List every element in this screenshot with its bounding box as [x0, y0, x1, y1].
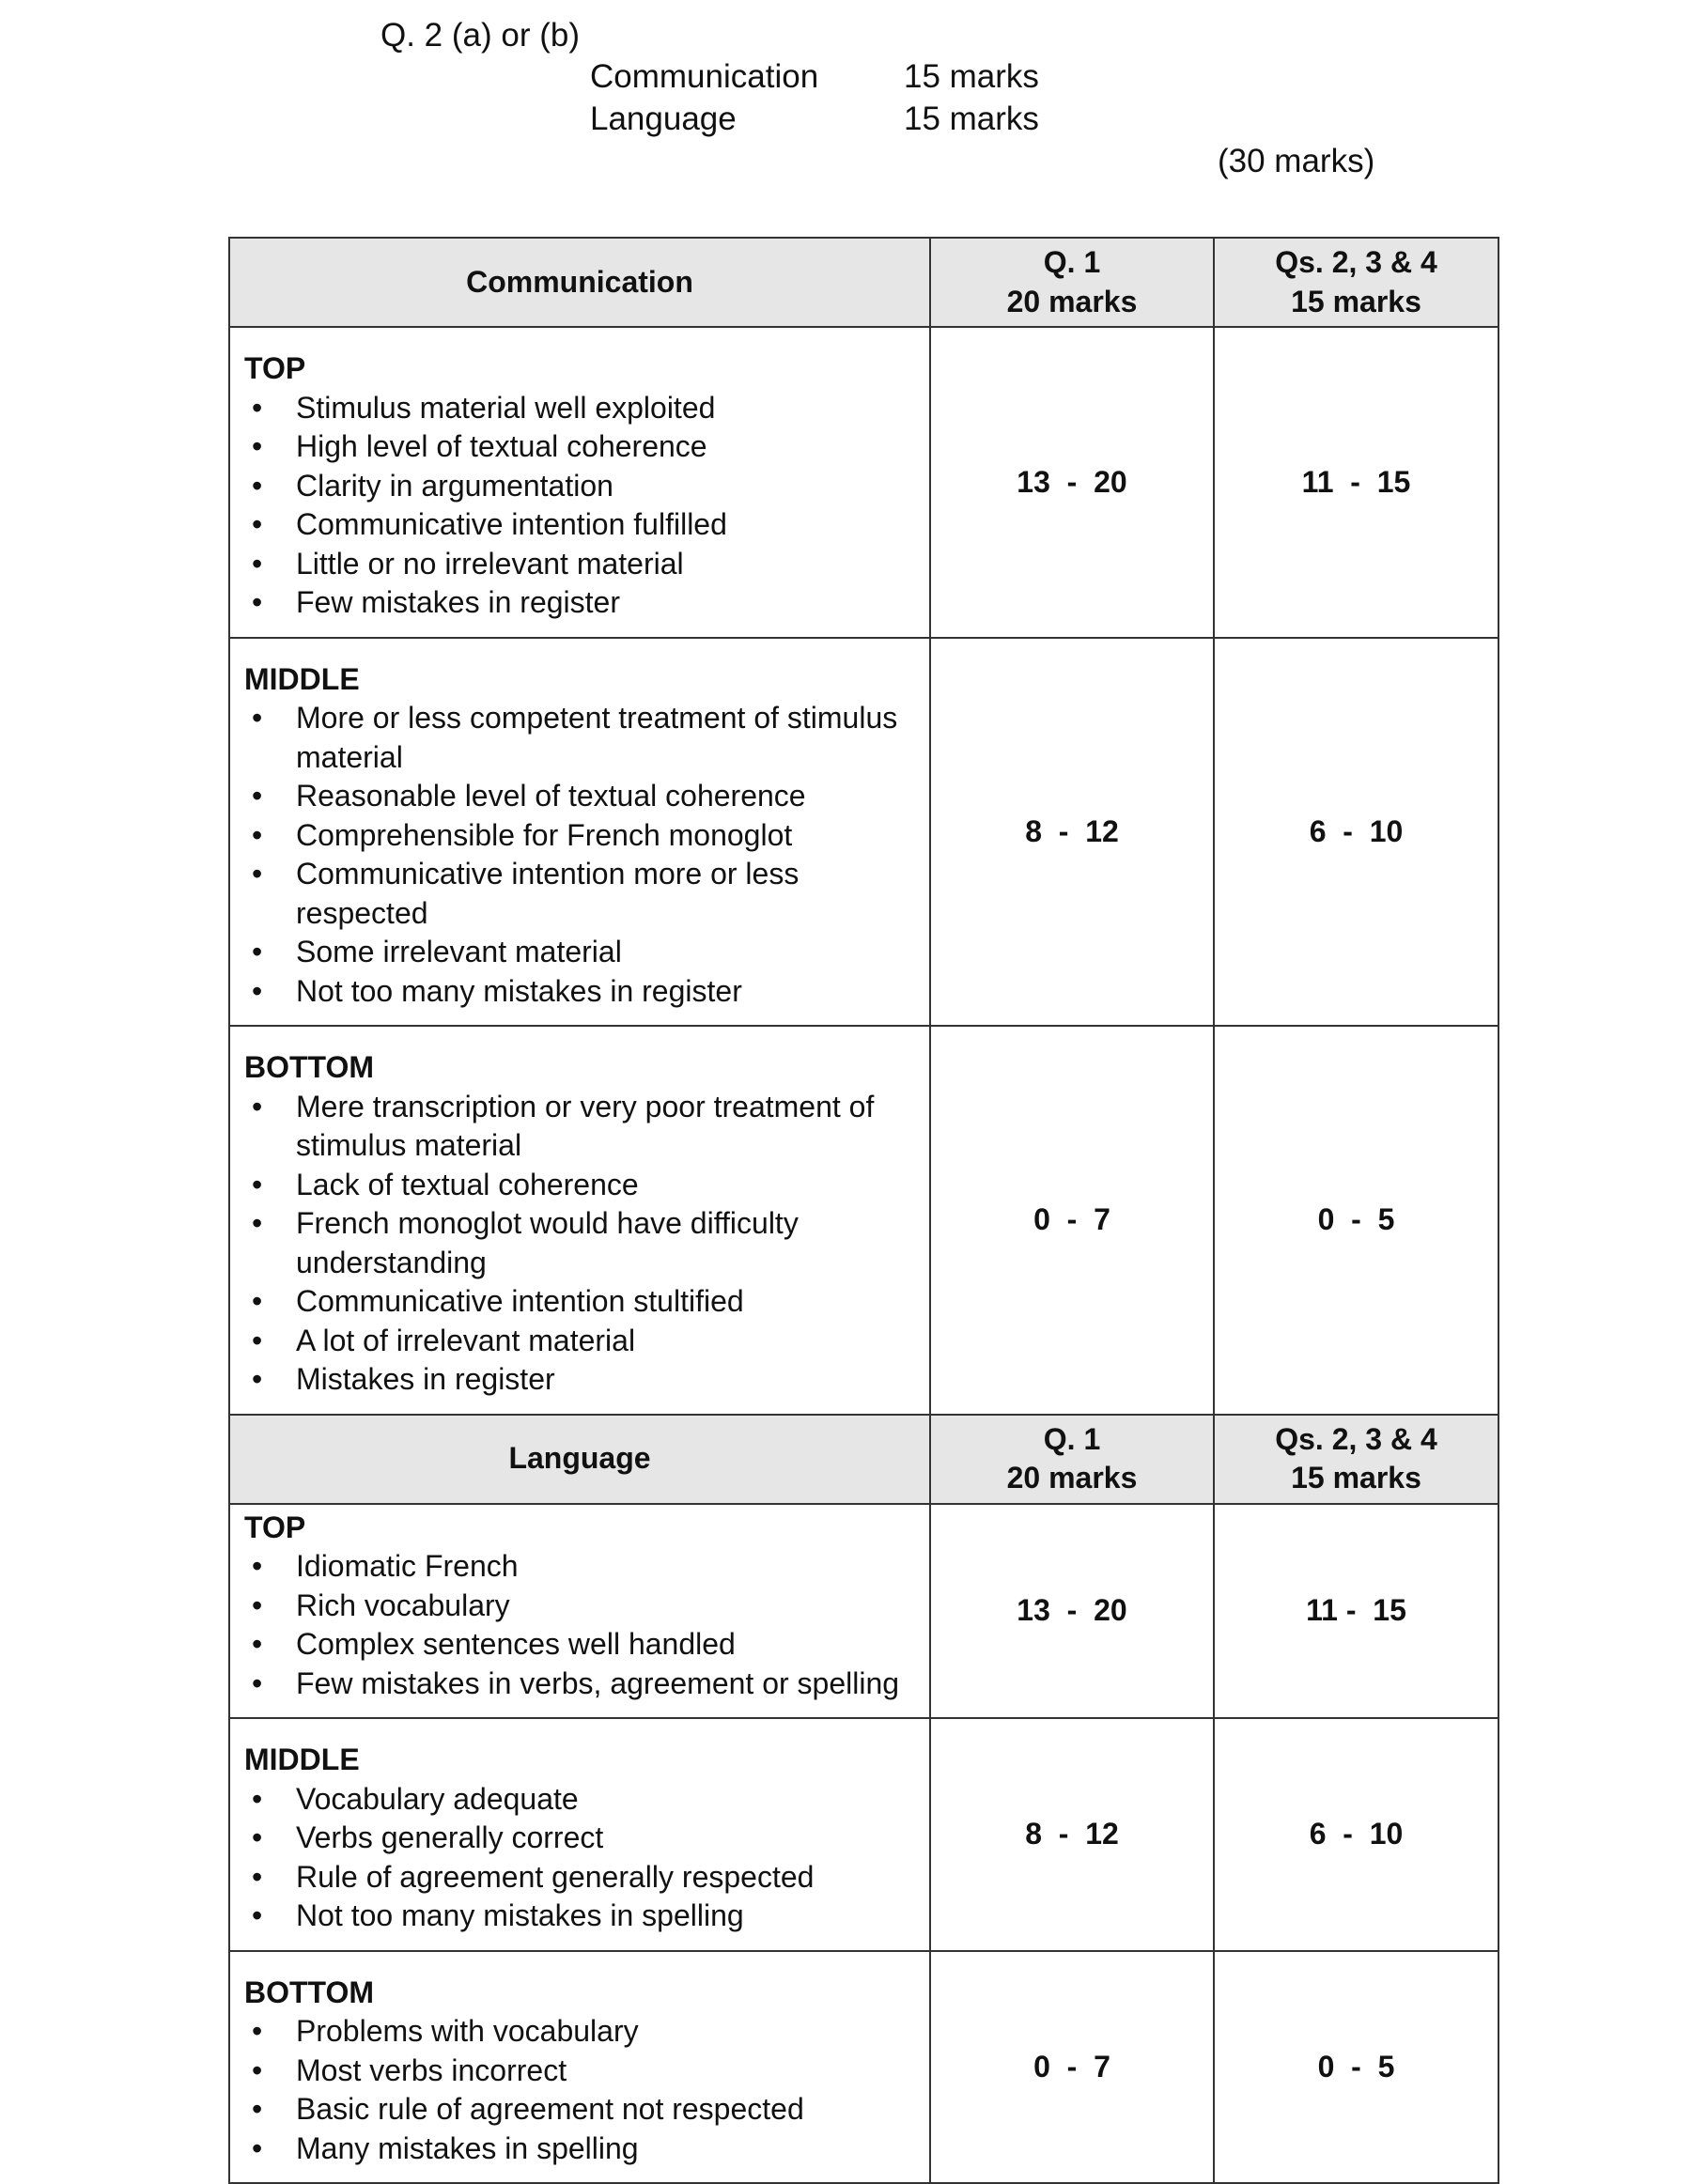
- col-q234-title: Qs. 2, 3 & 4: [1275, 1421, 1437, 1456]
- language-band-bottom: [229, 1951, 1498, 2184]
- col-q1-header: [930, 1415, 1214, 1504]
- band-description: [229, 1026, 930, 1415]
- list-item: • Communicative intention more or less respected: [244, 855, 918, 933]
- communication-band-middle: [229, 638, 1498, 1027]
- list-item: • Not too many mistakes in spelling: [244, 1897, 918, 1936]
- component-marks-communication: 15 marks: [904, 58, 1039, 95]
- q1-mark-range: 0 - 7: [930, 1951, 1214, 2184]
- col-q234-marks: 15 marks: [1291, 1461, 1421, 1495]
- list-item: • High level of textual coherence: [244, 427, 918, 467]
- question-title: Q. 2 (a) or (b): [380, 17, 580, 54]
- communication-header-row: [229, 238, 1498, 327]
- q1-mark-range: 8 - 12: [930, 1718, 1214, 1951]
- list-item: • Stimulus material well exploited: [244, 389, 918, 428]
- list-item: • Communicative intention stultified: [244, 1282, 918, 1322]
- q1-mark-range: 8 - 12: [930, 638, 1214, 1027]
- list-item: • French monoglot would have difficulty understanding: [244, 1204, 918, 1282]
- language-band-middle: [229, 1718, 1498, 1951]
- band-description: [229, 1718, 930, 1951]
- list-item: • Basic rule of agreement not respected: [244, 2090, 918, 2130]
- list-item: • Some irrelevant material: [244, 933, 918, 972]
- col-q1-title: Q. 1: [1043, 1421, 1101, 1456]
- list-item: • Rich vocabulary: [244, 1587, 918, 1626]
- q234-mark-range: 11 - 15: [1214, 1504, 1498, 1719]
- list-item: • Most verbs incorrect: [244, 2052, 918, 2091]
- list-item: • Verbs generally correct: [244, 1819, 918, 1858]
- col-q234-title: Qs. 2, 3 & 4: [1275, 245, 1437, 279]
- band-label: TOP: [244, 351, 306, 385]
- criteria-list: [244, 699, 918, 1011]
- communication-band-top: [229, 327, 1498, 638]
- q1-mark-range: 0 - 7: [930, 1026, 1214, 1415]
- total-marks: (30 marks): [1218, 143, 1375, 179]
- criteria-list: [244, 1547, 918, 1703]
- language-band-top: [229, 1504, 1498, 1719]
- q234-mark-range: 0 - 5: [1214, 1026, 1498, 1415]
- col-q1-header: [930, 238, 1214, 327]
- list-item: • Complex sentences well handled: [244, 1625, 918, 1665]
- list-item: • A lot of irrelevant material: [244, 1322, 918, 1361]
- component-label-communication: Communication: [590, 58, 819, 95]
- band-label: TOP: [244, 1510, 306, 1544]
- col-q1-marks: 20 marks: [1006, 284, 1138, 318]
- q234-mark-range: 6 - 10: [1214, 638, 1498, 1027]
- criteria-list: [244, 1780, 918, 1936]
- language-heading: Language: [229, 1415, 930, 1504]
- list-item: • Communicative intention fulfilled: [244, 505, 918, 545]
- q1-mark-range: 13 - 20: [930, 327, 1214, 638]
- list-item: • Idiomatic French: [244, 1547, 918, 1587]
- col-q234-header: [1214, 1415, 1498, 1504]
- col-q1-marks: 20 marks: [1006, 1461, 1138, 1495]
- list-item: • Few mistakes in verbs, agreement or spelling: [244, 1665, 918, 1704]
- band-label: MIDDLE: [244, 1743, 360, 1776]
- list-item: • Reasonable level of textual coherence: [244, 777, 918, 816]
- list-item: • Little or no irrelevant material: [244, 545, 918, 584]
- component-marks-language: 15 marks: [904, 101, 1039, 137]
- list-item: • Lack of textual coherence: [244, 1166, 918, 1205]
- communication-heading: Communication: [229, 238, 930, 327]
- band-description: [229, 638, 930, 1027]
- criteria-list: [244, 1088, 918, 1400]
- list-item: • Many mistakes in spelling: [244, 2130, 918, 2169]
- col-q1-title: Q. 1: [1043, 245, 1101, 279]
- col-q234-marks: 15 marks: [1291, 284, 1421, 318]
- q234-mark-range: 0 - 5: [1214, 1951, 1498, 2184]
- band-label: BOTTOM: [244, 1050, 375, 1084]
- band-description: [229, 1504, 930, 1719]
- list-item: • Rule of agreement generally respected: [244, 1858, 918, 1897]
- language-header-row: [229, 1415, 1498, 1504]
- criteria-list: [244, 389, 918, 623]
- list-item: • Clarity in argumentation: [244, 467, 918, 506]
- col-q234-header: [1214, 238, 1498, 327]
- marking-scheme-table: [228, 237, 1499, 2184]
- q1-mark-range: 13 - 20: [930, 1504, 1214, 1719]
- band-label: BOTTOM: [244, 1975, 375, 2009]
- component-label-language: Language: [590, 101, 737, 137]
- list-item: • Not too many mistakes in register: [244, 972, 918, 1012]
- list-item: • Vocabulary adequate: [244, 1780, 918, 1820]
- q234-mark-range: 6 - 10: [1214, 1718, 1498, 1951]
- communication-band-bottom: [229, 1026, 1498, 1415]
- list-item: • Mere transcription or very poor treatment of stimulus material: [244, 1088, 918, 1166]
- list-item: • Problems with vocabulary: [244, 2012, 918, 2052]
- list-item: • Mistakes in register: [244, 1360, 918, 1400]
- list-item: • Few mistakes in register: [244, 583, 918, 623]
- criteria-list: [244, 2012, 918, 2168]
- band-description: [229, 1951, 930, 2184]
- list-item: • More or less competent treatment of stimulus material: [244, 699, 918, 777]
- list-item: • Comprehensible for French monoglot: [244, 816, 918, 856]
- band-description: [229, 327, 930, 638]
- q234-mark-range: 11 - 15: [1214, 327, 1498, 638]
- band-label: MIDDLE: [244, 661, 360, 696]
